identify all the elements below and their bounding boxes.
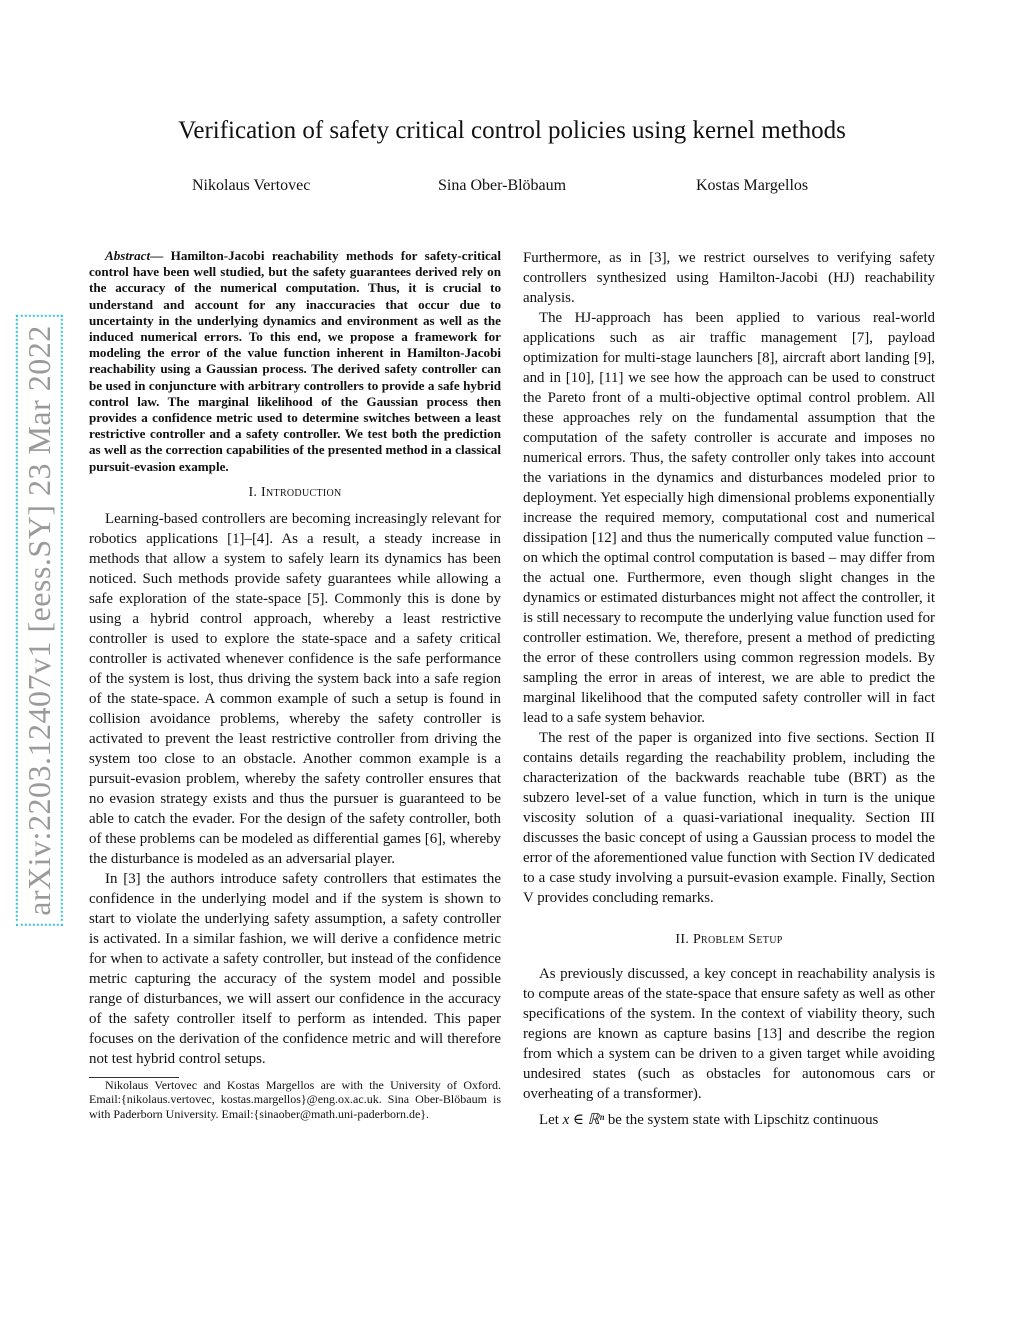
author-affiliation-footnote: Nikolaus Vertovec and Kostas Margellos are with the University of Oxford. Email:{nikolaus.vertovec, kostas.margellos}@eng.ox.ac.uk. Sina Ober-Blöbaum is with Paderborn University. Email:{sinaober@math.uni-paderborn.de}.: [89, 1077, 501, 1121]
paragraph: Learning-based controllers are becoming increasingly relevant for robotics applications [1]–[4]. As a result, a steady increase in methods that allow a system to safely learn its dynamics has been noticed. Such methods provide safety guarantees while allowing a safe exploration of the state-space [5]. Commonly this is done by using a hybrid control approach, whereby a least restrictive controller is used to explore the state-space and a safety critical controller is activated whenever confidence is the safe performance of the system is lost, thus driving the system back into a safe region of the state-space. A common example of such a setup is found in collision avoidance problems, whereby the safety controller is activated to prevent the least restrictive controller from driving the system too close to an obstacle. Another common example is a pursuit-evasion problem, whereby the safety controller ensures that no evasion strategy exists and thus the pursuer is guaranteed to be able to catch the evader. For the design of the safety controller, both of these problems can be modeled as differential games [6], whereby the disturbance is modeled as an adversarial player.: [89, 510, 501, 867]
paragraph: Furthermore, as in [3], we restrict ourselves to verifying safety controllers synthesized using Hamilton-Jacobi (HJ) reachability analysis.: [523, 250, 935, 306]
math-expression: x ∈ ℝⁿ: [562, 1112, 605, 1128]
author-name: Nikolaus Vertovec: [192, 177, 311, 194]
text-run: be the system state with Lipschitz continuous: [604, 1112, 879, 1128]
abstract-label: Abstract: [105, 248, 151, 263]
section-heading-problem-setup: [523, 930, 935, 950]
section-title: Problem Setup: [692, 932, 783, 947]
section-number: I.: [248, 484, 258, 500]
section-title: Introduction: [261, 484, 342, 500]
author-list: [0, 177, 1024, 201]
author-name: Kostas Margellos: [696, 177, 809, 194]
paragraph: As previously discussed, a key concept in reachability analysis is to compute areas of the state-space that ensure safety as well as other specifications of the system. In the context of viability theory, such regions are known as capture basins [13] and describe the region from which a system can be driven to a given target while avoiding undesired states (such as obstacles for autonomous cars or overheating of a transformer).: [523, 966, 935, 1102]
left-column: [89, 248, 501, 1121]
paragraph-partial: [523, 1110, 935, 1130]
author-name: Sina Ober-Blöbaum: [438, 177, 567, 194]
section-number: II.: [675, 932, 690, 947]
paragraph: The rest of the paper is organized into five sections. Section II contains details regarding the reachability problem, including the characterization of the backwards reachable tube (BRT) as the subzero level-set of a value function, which in turn is the unique viscosity solution of a quasi-variational inequality. Section III discusses the basic concept of using a Gaussian process to model the error of the aforementioned value function with Section IV dedicated to a case study involving a pursuit-evasion example. Finally, Section V provides concluding remarks.: [523, 730, 935, 906]
arxiv-identifier-text: arXiv:2203.12407v1 [eess.SY] 23 Mar 2022: [20, 319, 59, 922]
paragraph: In [3] the authors introduce safety controllers that estimates the confidence in the underlying model and if the system is shown to start to violate the underlying safety assumption, a safety controller is activated. In a similar fashion, we will derive a confidence metric for when to activate a safety controller, but instead of the confidence metric capturing the accuracy of the system model and possible range of disturbances, we will assert our confidence in the accuracy of the safety controller itself to perform as intended. This paper focuses on the derivation of the confidence metric and will therefore not test hybrid control setups.: [89, 870, 501, 1067]
paper-title: Verification of safety critical control policies using kernel methods: [178, 117, 846, 144]
section-heading-introduction: [89, 483, 501, 503]
abstract-text: — Hamilton-Jacobi reachability methods for safety-critical control have been well studied, but the safety guarantees derived rely on the accuracy of the numerical computation. Thus, it is crucial to understand and account for any inaccuracies that occur due to uncertainty in the underlying dynamics and environment as well as the induced numerical errors. To this end, we propose a framework for modeling the error of the value function inherent in Hamilton-Jacobi reachability using a Gaussian process. The derived safety controller can be used in conjuncture with arbitrary controllers to provide a safe hybrid control law. The marginal likelihood of the Gaussian process then provides a confidence metric used to determine switches between a least restrictive controller and a safety controller. We test both the prediction as well as the correction capabilities of the presented method in a classical pursuit-evasion example.: [89, 248, 501, 474]
arxiv-identifier: [14, 300, 64, 940]
paragraph: The HJ-approach has been applied to various real-world applications such as air traffic management [7], payload optimization for multi-stage launchers [8], aircraft abort landing [9], and in [10], [11] we see how the approach can be used to construct the Pareto front of a multi-objective optimal control problem. All these approaches rely on the fundamental assumption that the computation of the safety controller is accurate and imposes no numerical errors. Thus, the safety controller only takes into account the variations in the dynamics and disturbances modeled prior to deployment. Yet especially high dimensional problems exponentially increase the required memory, computational cost and numerical dissipation [12] and thus the numerically computed value function – on which the optimal control computation is based – may differ from the actual one. Furthermore, even though slight changes in the dynamics or estimated disturbances might not affect the controller, it is still necessary to recompute the underlying value function used for controller estimation. We, therefore, present a method of predicting the error of these controllers using common regression models. By sampling the error in areas of interest, we are able to predict the marginal likelihood that the computed safety controller will in fact lead to a safe system behavior.: [523, 310, 935, 726]
text-run: Let: [539, 1112, 563, 1128]
abstract: [89, 248, 501, 475]
right-column: [523, 248, 935, 1130]
